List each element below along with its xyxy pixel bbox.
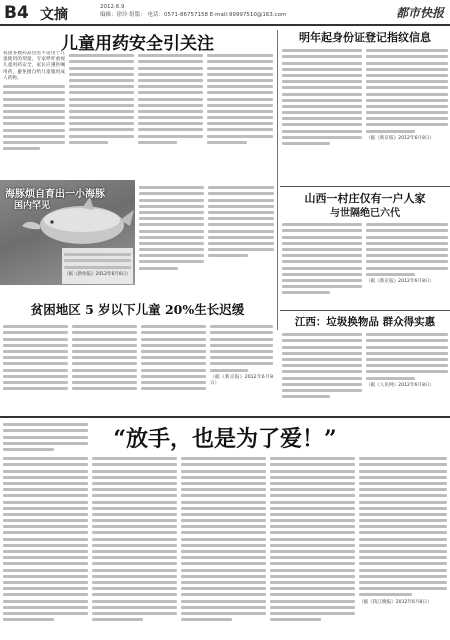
headline-jiangxi-garbage: 江西：垃圾换物品 群众得实惠 <box>294 316 436 328</box>
story-body-col <box>210 322 273 414</box>
story-body-col <box>366 220 448 308</box>
story-body-col <box>366 330 448 412</box>
story-body-col <box>92 454 177 638</box>
story-body-col <box>181 454 266 638</box>
page-number: B4 <box>4 3 29 23</box>
story-source: （据《新京报》2012年6月8日） <box>366 278 435 284</box>
story-body-text: 我国多数药品包装不适用于儿童使用的剂量，专家呼吁重视儿童用药安全，家长应遵医嘱用药，避免擅自给儿童服用成人药物。 <box>3 51 65 81</box>
story-poverty-children <box>0 300 275 415</box>
story-body-col <box>69 51 134 179</box>
story-children-medicine <box>0 29 275 179</box>
story-body-col <box>207 51 273 179</box>
story-body-col <box>3 454 88 638</box>
section-divider <box>280 186 450 187</box>
story-body-col <box>141 322 206 414</box>
photo-caption-box <box>62 248 133 284</box>
photo-title: 海豚烦自育出一小海豚 <box>5 189 105 200</box>
story-body-col <box>3 322 68 414</box>
story-body-col <box>72 322 137 414</box>
editor-contact: 编辑：徐玲 组版： 电话：0571-86757158 E-mail:99997510@163.com <box>100 12 287 18</box>
subhead-shanxi-village: 与世隔绝已六代 <box>330 208 400 219</box>
story-body-col <box>270 454 355 638</box>
story-id-card-fingerprint <box>280 29 450 184</box>
headline-let-go-love: “放手，也是为了爱！” <box>113 426 337 452</box>
dolphin-photo <box>0 180 135 285</box>
headline-poverty-children: 贫困地区 5 岁以下儿童 20%生长迟缓 <box>30 302 245 317</box>
masthead <box>0 0 450 26</box>
story-source: （据《人民网》2012年6月8日） <box>366 382 435 388</box>
story-body-col <box>139 183 204 293</box>
story-body-col <box>282 220 362 308</box>
section-divider <box>0 416 450 418</box>
story-body-col <box>282 46 362 182</box>
photo-subtitle: 国内罕见 <box>14 201 51 211</box>
section-title: 文摘 <box>40 7 68 23</box>
issue-date: 2012.6.9 <box>100 4 125 10</box>
story-body-col <box>208 183 274 293</box>
headline-id-card: 明年起身份证登记指纹信息 <box>299 31 431 44</box>
story-body-col <box>138 51 203 179</box>
story-jiangxi-garbage <box>280 312 450 412</box>
headline-shanxi-village: 山西一村庄仅有一户人家 <box>304 192 426 205</box>
masthead-meta <box>100 3 286 19</box>
photo-caption: （据《新快报》2012年6月8日） <box>64 271 131 277</box>
story-let-go-love <box>0 420 450 640</box>
story-source: （据《钱江晚报》2012年6月8日） <box>359 599 432 605</box>
story-source: （据《新京报》2012年6月8日） <box>210 374 273 386</box>
story-body-col <box>366 46 448 182</box>
headline-children-medicine: 儿童用药安全引关注 <box>61 34 214 54</box>
story-shanxi-village <box>280 188 450 308</box>
newspaper-logo: 都市快报 <box>395 6 444 20</box>
column-divider <box>277 30 278 330</box>
story-source: （据《新京报》2012年6月8日） <box>366 135 435 141</box>
section-divider <box>280 310 450 311</box>
story-body-col <box>282 330 362 412</box>
story-body-col <box>3 51 65 179</box>
story-body-col <box>359 454 447 638</box>
